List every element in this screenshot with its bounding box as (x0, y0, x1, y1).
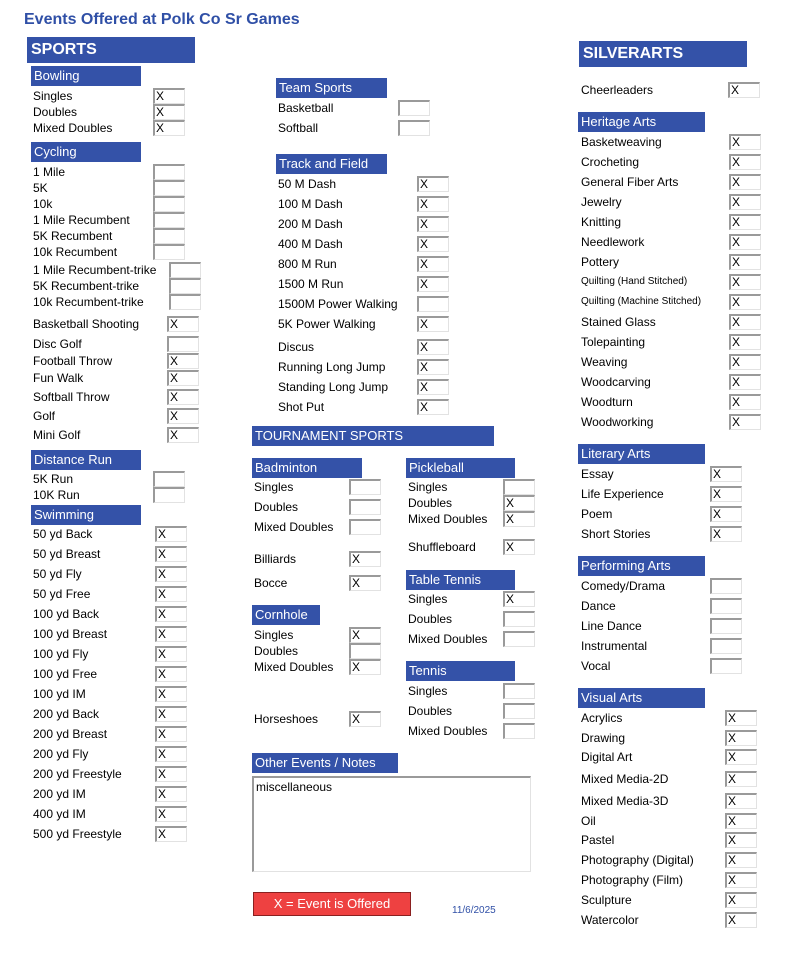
event-label: Mixed Doubles (254, 660, 334, 674)
event-label: Mixed Media-3D (581, 794, 669, 808)
event-label: 400 M Dash (278, 237, 343, 251)
event-offered-checkbox[interactable] (710, 578, 742, 594)
event-offered-checkbox[interactable] (169, 294, 201, 310)
event-label: Singles (408, 480, 448, 494)
event-offered-checkbox[interactable] (169, 278, 201, 294)
event-label: Sculpture (581, 893, 632, 907)
event-offered-checkbox[interactable] (417, 296, 449, 312)
event-offered-checkbox[interactable]: X (729, 234, 761, 250)
event-label: Oil (581, 814, 596, 828)
section-header: Track and Field (276, 154, 387, 174)
event-offered-checkbox[interactable] (503, 723, 535, 739)
event-label: Digital Art (581, 750, 633, 764)
event-label: Disc Golf (33, 337, 82, 351)
event-offered-checkbox[interactable]: X (728, 82, 760, 98)
event-offered-checkbox[interactable] (169, 262, 201, 278)
event-label: Softball Throw (33, 390, 110, 404)
event-offered-checkbox[interactable]: X (417, 236, 449, 252)
event-offered-checkbox[interactable]: X (349, 659, 381, 675)
event-offered-checkbox[interactable] (153, 212, 185, 228)
event-label: Doubles (33, 105, 78, 119)
event-label: Needlework (581, 235, 645, 249)
section-header: Other Events / Notes (252, 753, 398, 773)
event-label: Basketball (278, 101, 334, 115)
event-label: Pottery (581, 255, 620, 269)
event-offered-checkbox[interactable]: X (729, 354, 761, 370)
event-offered-checkbox[interactable]: X (155, 666, 187, 682)
event-offered-checkbox[interactable]: X (725, 710, 757, 726)
event-offered-checkbox[interactable]: X (153, 104, 185, 120)
event-offered-checkbox[interactable] (398, 100, 430, 116)
event-label: 200 yd Fly (33, 747, 89, 761)
section-header: Literary Arts (578, 444, 705, 464)
legend-badge: X = Event is Offered (253, 892, 411, 916)
event-label: Comedy/Drama (581, 579, 666, 593)
event-label: Running Long Jump (278, 360, 386, 374)
event-label: Golf (33, 409, 56, 423)
event-offered-checkbox[interactable]: X (725, 813, 757, 829)
event-label: Crocheting (581, 155, 640, 169)
event-offered-checkbox[interactable]: X (155, 786, 187, 802)
section-header: Tennis (406, 661, 515, 681)
event-label: 1 Mile Recumbent (33, 213, 130, 227)
event-label: Dance (581, 599, 616, 613)
event-label: Line Dance (581, 619, 642, 633)
event-label: Mixed Doubles (408, 724, 488, 738)
event-offered-checkbox[interactable] (503, 703, 535, 719)
event-offered-checkbox[interactable]: X (417, 216, 449, 232)
event-label: 10k Recumbent (33, 245, 118, 259)
event-offered-checkbox[interactable]: X (729, 294, 761, 310)
event-offered-checkbox[interactable]: X (167, 408, 199, 424)
event-label: 100 yd Breast (33, 627, 108, 641)
event-offered-checkbox[interactable]: X (725, 749, 757, 765)
event-offered-checkbox[interactable]: X (417, 316, 449, 332)
section-header: Heritage Arts (578, 112, 705, 132)
event-label: 100 M Dash (278, 197, 343, 211)
event-offered-checkbox[interactable]: X (729, 214, 761, 230)
event-offered-checkbox[interactable]: X (729, 194, 761, 210)
event-label: Cheerleaders (581, 83, 654, 97)
event-label: Singles (254, 628, 294, 642)
event-offered-checkbox[interactable]: X (417, 176, 449, 192)
event-offered-checkbox[interactable]: X (155, 646, 187, 662)
event-label: Shuffleboard (408, 540, 476, 554)
event-offered-checkbox[interactable]: X (349, 551, 381, 567)
event-offered-checkbox[interactable] (153, 487, 185, 503)
event-label: 1500 M Run (278, 277, 344, 291)
event-offered-checkbox[interactable]: X (729, 134, 761, 150)
event-label: Tolepainting (581, 335, 646, 349)
event-label: 200 yd Back (33, 707, 100, 721)
event-label: 50 yd Back (33, 527, 93, 541)
event-offered-checkbox[interactable]: X (417, 379, 449, 395)
event-label: Poem (581, 507, 613, 521)
event-offered-checkbox[interactable] (153, 196, 185, 212)
event-offered-checkbox[interactable] (503, 479, 535, 495)
event-label: Woodturn (581, 395, 633, 409)
event-label: Pastel (581, 833, 615, 847)
event-label: Basketball Shooting (33, 317, 140, 331)
event-offered-checkbox[interactable]: X (417, 196, 449, 212)
event-label: Life Experience (581, 487, 664, 501)
event-label: Singles (408, 592, 448, 606)
event-offered-checkbox[interactable]: X (729, 314, 761, 330)
event-label: General Fiber Arts (581, 175, 679, 189)
event-label: 10K Run (33, 488, 80, 502)
event-label: 100 yd Free (33, 667, 98, 681)
event-label: Singles (408, 684, 448, 698)
event-offered-checkbox[interactable]: X (155, 766, 187, 782)
event-offered-checkbox[interactable]: X (729, 254, 761, 270)
event-label: Discus (278, 340, 315, 354)
event-label: 800 M Run (278, 257, 337, 271)
event-offered-checkbox[interactable] (167, 336, 199, 352)
event-label: Doubles (408, 496, 453, 510)
event-label: Mixed Media-2D (581, 772, 669, 786)
section-header: SPORTS (27, 37, 195, 63)
event-offered-checkbox[interactable]: X (155, 746, 187, 762)
event-offered-checkbox[interactable]: X (503, 511, 535, 527)
event-label: Short Stories (581, 527, 651, 541)
event-offered-checkbox[interactable]: X (153, 88, 185, 104)
event-label: Weaving (581, 355, 628, 369)
event-offered-checkbox[interactable]: X (503, 495, 535, 511)
event-label: 50 yd Breast (33, 547, 101, 561)
event-offered-checkbox[interactable] (153, 164, 185, 180)
event-offered-checkbox[interactable]: X (155, 526, 187, 542)
event-label: Shot Put (278, 400, 325, 414)
event-offered-checkbox[interactable]: X (725, 872, 757, 888)
event-offered-checkbox[interactable] (710, 598, 742, 614)
event-offered-checkbox[interactable]: X (725, 852, 757, 868)
event-label: Singles (33, 89, 73, 103)
event-label: Standing Long Jump (278, 380, 389, 394)
section-header: SILVERARTS (579, 41, 747, 67)
event-offered-checkbox[interactable]: X (710, 526, 742, 542)
event-label: 5K Recumbent (33, 229, 113, 243)
event-label: Drawing (581, 731, 626, 745)
event-offered-checkbox[interactable]: X (729, 414, 761, 430)
event-label: Softball (278, 121, 319, 135)
event-offered-checkbox[interactable]: X (155, 606, 187, 622)
event-label: Mixed Doubles (33, 121, 113, 135)
section-header: Badminton (252, 458, 362, 478)
event-label: 200 yd Breast (33, 727, 108, 741)
event-label: Woodworking (581, 415, 654, 429)
event-offered-checkbox[interactable] (153, 471, 185, 487)
event-label: 100 yd Back (33, 607, 100, 621)
event-offered-checkbox[interactable]: X (155, 566, 187, 582)
event-label: 5K Run (33, 472, 74, 486)
event-offered-checkbox[interactable]: X (155, 546, 187, 562)
form-date: 11/6/2025 (452, 905, 496, 916)
event-label: 200 yd IM (33, 787, 86, 801)
event-offered-checkbox[interactable]: X (503, 539, 535, 555)
notes-field[interactable]: miscellaneous (252, 776, 531, 872)
event-offered-checkbox[interactable]: X (725, 832, 757, 848)
event-label: 100 yd IM (33, 687, 86, 701)
event-label: Doubles (254, 500, 299, 514)
event-label: Quilting (Hand Stitched) (581, 276, 688, 287)
event-label: Football Throw (33, 354, 113, 368)
event-label: Mixed Doubles (254, 520, 334, 534)
event-offered-checkbox[interactable]: X (167, 316, 199, 332)
event-label: 50 yd Fly (33, 567, 82, 581)
event-offered-checkbox[interactable]: X (349, 627, 381, 643)
event-label: Horseshoes (254, 712, 319, 726)
event-offered-checkbox[interactable] (349, 519, 381, 535)
event-offered-checkbox[interactable]: X (729, 274, 761, 290)
event-offered-checkbox[interactable]: X (729, 374, 761, 390)
event-label: Doubles (408, 704, 453, 718)
event-label: 200 M Dash (278, 217, 343, 231)
event-offered-checkbox[interactable]: X (155, 706, 187, 722)
event-offered-checkbox[interactable] (349, 499, 381, 515)
event-label: Mini Golf (33, 428, 81, 442)
section-header: Distance Run (31, 450, 141, 470)
event-label: 200 yd Freestyle (33, 767, 122, 781)
event-offered-checkbox[interactable]: X (155, 726, 187, 742)
section-header: Bowling (31, 66, 141, 86)
event-label: 400 yd IM (33, 807, 86, 821)
event-offered-checkbox[interactable] (710, 658, 742, 674)
event-offered-checkbox[interactable]: X (167, 353, 199, 369)
event-offered-checkbox[interactable]: X (155, 826, 187, 842)
event-label: 10k Recumbent-trike (33, 295, 144, 309)
section-header: Pickleball (406, 458, 515, 478)
event-offered-checkbox[interactable] (349, 643, 381, 659)
event-label: Doubles (254, 644, 299, 658)
event-offered-checkbox[interactable] (710, 618, 742, 634)
event-offered-checkbox[interactable]: X (725, 730, 757, 746)
event-label: 5K Recumbent-trike (33, 279, 140, 293)
event-label: Basketweaving (581, 135, 662, 149)
event-offered-checkbox[interactable]: X (417, 276, 449, 292)
event-label: 10k (33, 197, 53, 211)
event-label: 5K Power Walking (278, 317, 376, 331)
event-offered-checkbox[interactable]: X (417, 339, 449, 355)
section-header: Cycling (31, 142, 141, 162)
section-header: TOURNAMENT SPORTS (252, 426, 494, 446)
section-header: Table Tennis (406, 570, 515, 590)
event-offered-checkbox[interactable] (153, 244, 185, 260)
section-header: Team Sports (276, 78, 387, 98)
event-label: 100 yd Fly (33, 647, 89, 661)
event-offered-checkbox[interactable] (710, 638, 742, 654)
event-offered-checkbox[interactable]: X (153, 120, 185, 136)
event-label: Mixed Doubles (408, 512, 488, 526)
event-offered-checkbox[interactable] (349, 479, 381, 495)
event-label: Acrylics (581, 711, 623, 725)
event-offered-checkbox[interactable]: X (349, 575, 381, 591)
section-header: Performing Arts (578, 556, 705, 576)
event-offered-checkbox[interactable]: X (167, 389, 199, 405)
event-offered-checkbox[interactable] (153, 228, 185, 244)
event-label: 1 Mile Recumbent-trike (33, 263, 157, 277)
event-label: Vocal (581, 659, 611, 673)
event-offered-checkbox[interactable] (398, 120, 430, 136)
event-label: Watercolor (581, 913, 639, 927)
event-label: Stained Glass (581, 315, 656, 329)
event-offered-checkbox[interactable]: X (729, 334, 761, 350)
event-offered-checkbox[interactable]: X (729, 154, 761, 170)
event-offered-checkbox[interactable]: X (710, 466, 742, 482)
section-header: Swimming (31, 505, 141, 525)
event-label: 5K (33, 181, 48, 195)
event-label: Woodcarving (581, 375, 651, 389)
section-header: Visual Arts (578, 688, 705, 708)
event-label: Quilting (Machine Stitched) (581, 296, 702, 307)
event-offered-checkbox[interactable]: X (417, 359, 449, 375)
event-offered-checkbox[interactable]: X (417, 399, 449, 415)
event-offered-checkbox[interactable]: X (167, 427, 199, 443)
event-offered-checkbox[interactable]: X (725, 793, 757, 809)
event-offered-checkbox[interactable]: X (155, 686, 187, 702)
event-offered-checkbox[interactable]: X (725, 892, 757, 908)
event-offered-checkbox[interactable]: X (417, 256, 449, 272)
event-offered-checkbox[interactable]: X (167, 370, 199, 386)
event-offered-checkbox[interactable]: X (155, 806, 187, 822)
event-label: Singles (254, 480, 294, 494)
event-label: Fun Walk (33, 371, 84, 385)
event-label: 50 M Dash (278, 177, 337, 191)
event-offered-checkbox[interactable]: X (710, 486, 742, 502)
event-label: Mixed Doubles (408, 632, 488, 646)
event-label: 50 yd Free (33, 587, 91, 601)
event-offered-checkbox[interactable] (153, 180, 185, 196)
event-offered-checkbox[interactable]: X (729, 394, 761, 410)
event-offered-checkbox[interactable]: X (725, 771, 757, 787)
event-label: Instrumental (581, 639, 648, 653)
event-offered-checkbox[interactable]: X (503, 591, 535, 607)
event-offered-checkbox[interactable] (503, 631, 535, 647)
event-label: 1500M Power Walking (278, 297, 398, 311)
event-label: Essay (581, 467, 614, 481)
page-title: Events Offered at Polk Co Sr Games (24, 11, 300, 28)
event-offered-checkbox[interactable]: X (155, 626, 187, 642)
event-offered-checkbox[interactable]: X (710, 506, 742, 522)
event-label: 500 yd Freestyle (33, 827, 122, 841)
event-offered-checkbox[interactable]: X (725, 912, 757, 928)
event-label: Photography (Digital) (581, 853, 694, 867)
event-label: Bocce (254, 576, 288, 590)
event-offered-checkbox[interactable] (503, 611, 535, 627)
event-label: 1 Mile (33, 165, 66, 179)
section-header: Cornhole (252, 605, 320, 625)
event-offered-checkbox[interactable]: X (349, 711, 381, 727)
event-label: Doubles (408, 612, 453, 626)
event-label: Jewelry (581, 195, 622, 209)
event-offered-checkbox[interactable]: X (729, 174, 761, 190)
event-offered-checkbox[interactable]: X (155, 586, 187, 602)
event-label: Knitting (581, 215, 622, 229)
event-offered-checkbox[interactable] (503, 683, 535, 699)
event-label: Photography (Film) (581, 873, 684, 887)
event-label: Billiards (254, 552, 297, 566)
